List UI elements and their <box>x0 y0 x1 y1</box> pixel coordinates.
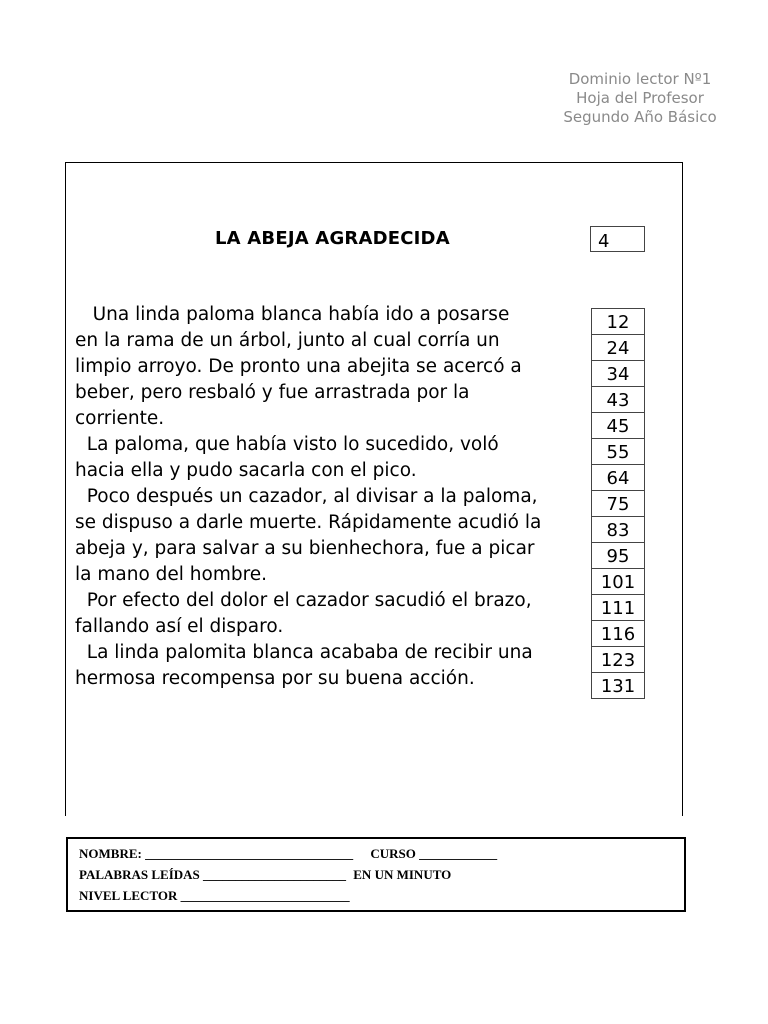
story-line: se dispuso a darle muerte. Rápidamente acudió la <box>75 512 542 533</box>
word-count-cell: 34 <box>591 360 645 386</box>
word-count-cell: 101 <box>591 568 645 594</box>
word-count-cell: 43 <box>591 386 645 412</box>
word-count-cell: 55 <box>591 438 645 464</box>
header-line-2: Hoja del Profesor <box>576 89 704 107</box>
story-line: La paloma, que había visto lo sucedido, voló <box>75 434 499 455</box>
story-line: abeja y, para salvar a su bienhechora, fue a picar <box>75 538 535 559</box>
story-line: en la rama de un árbol, junto al cual corría un <box>75 330 500 351</box>
en-un-minuto-label: EN UN MINUTO <box>353 867 452 882</box>
nombre-field[interactable]: NOMBRE: ________________________________ <box>79 846 354 861</box>
word-count-cell: 12 <box>591 308 645 334</box>
story-line: La linda palomita blanca acababa de recibir una <box>75 642 533 663</box>
form-row-nivel <box>79 888 350 904</box>
story-line: la mano del hombre. <box>75 564 268 585</box>
nivel-lector-field[interactable]: NIVEL LECTOR __________________________ <box>79 888 350 903</box>
palabras-leidas-field[interactable]: PALABRAS LEÍDAS ______________________ <box>79 867 347 882</box>
word-count-cell: 24 <box>591 334 645 360</box>
sheet-header <box>540 70 740 127</box>
frame-tick-right <box>682 808 683 816</box>
story-line: beber, pero resbaló y fue arrastrada por la <box>75 382 470 403</box>
story-line: hacia ella y pudo sacarla con el pico. <box>75 460 417 481</box>
story-line: Poco después un cazador, al divisar a la paloma, <box>75 486 538 507</box>
story-line: limpio arroyo. De pronto una abejita se acercó a <box>75 356 522 377</box>
word-count-cell: 75 <box>591 490 645 516</box>
word-count-cell: 131 <box>591 672 645 699</box>
header-line-1: Dominio lector Nº1 <box>568 70 712 88</box>
word-count-cell: 83 <box>591 516 645 542</box>
word-count-cell: 123 <box>591 646 645 672</box>
story-title: LA ABEJA AGRADECIDA <box>215 228 450 249</box>
word-count-cell: 116 <box>591 620 645 646</box>
word-count-cell: 95 <box>591 542 645 568</box>
word-count-cell: 111 <box>591 594 645 620</box>
word-count-cell: 64 <box>591 464 645 490</box>
story-line: Por efecto del dolor el cazador sacudió el brazo, <box>75 590 532 611</box>
frame-tick-left <box>65 808 66 816</box>
header-line-3: Segundo Año Básico <box>563 108 717 126</box>
title-word-count: 4 <box>590 226 645 252</box>
story-line: hermosa recompensa por su buena acción. <box>75 668 475 689</box>
story-line: corriente. <box>75 408 165 429</box>
word-count-cell: 45 <box>591 412 645 438</box>
student-form <box>66 837 686 912</box>
form-row-nombre <box>79 846 497 862</box>
form-row-palabras <box>79 867 451 883</box>
story-line: fallando así el disparo. <box>75 616 284 637</box>
word-count-column <box>591 308 645 699</box>
story-text <box>75 302 590 692</box>
curso-field[interactable]: CURSO ____________ <box>370 846 498 861</box>
story-line: Una linda paloma blanca había ido a posarse <box>75 304 510 325</box>
